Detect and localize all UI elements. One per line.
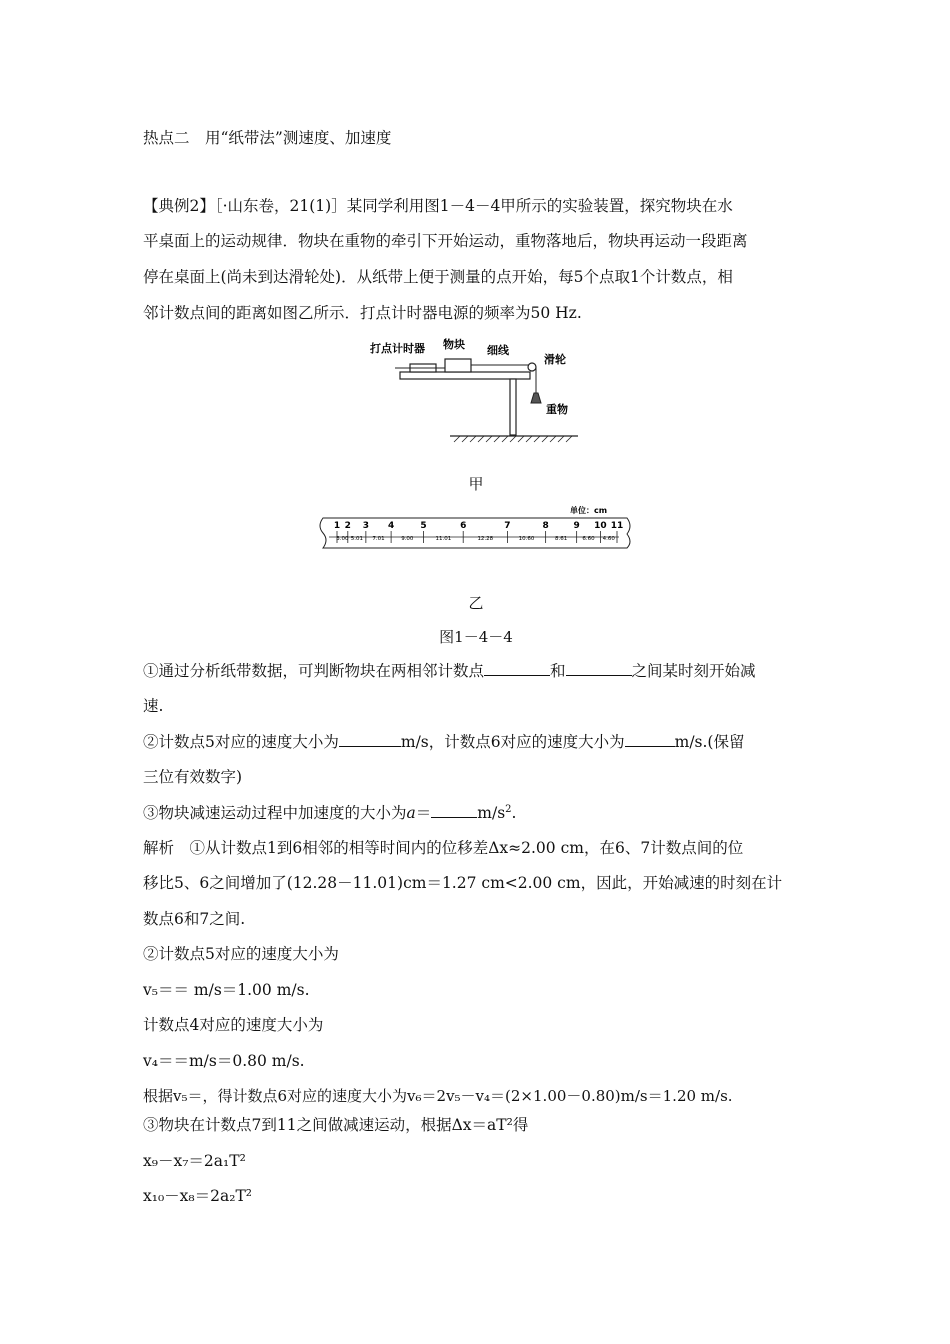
tape-distance-label: 3.00 — [336, 536, 349, 542]
label-pulley: 滑轮 — [544, 353, 566, 366]
tape-point-label: 1 — [333, 521, 341, 531]
section-title: 热点二 用“纸带法”测速度、加速度 — [143, 129, 392, 147]
q1-blank-2[interactable] — [566, 660, 632, 676]
label-timer: 打点计时器 — [370, 342, 425, 355]
tape-distance-label: 4.60 — [602, 536, 615, 542]
analysis-line-7: v₄＝＝m/s＝0.80 m/s. — [143, 1052, 305, 1070]
q2-blank-2[interactable] — [625, 731, 675, 747]
q3-blank[interactable] — [431, 802, 477, 818]
question-3 — [143, 802, 808, 823]
analysis-line-9: ③物块在计数点7到11之间做减速运动，根据Δx＝aT²得 — [143, 1116, 529, 1134]
analysis-line-3: 数点6和7之间. — [143, 910, 246, 928]
question-2 — [143, 731, 808, 752]
question-1-cont: 速. — [143, 697, 164, 715]
tape-point-label: 9 — [573, 521, 580, 531]
block — [445, 359, 471, 372]
q1-text-b: 和 — [550, 662, 566, 680]
q3-unit-sup: 2 — [505, 803, 512, 815]
tape-point-label: 11 — [610, 521, 624, 531]
label-string: 细线 — [487, 344, 509, 357]
example-line-3: 停在桌面上(尚未到达滑轮处)．从纸带上便于测量的点开始，每5个点取1个计数点，相 — [143, 268, 733, 286]
tape-point-label: 8 — [542, 521, 549, 531]
analysis-line-2: 移比5、6之间增加了(12.28－11.01)cm＝1.27 cm<2.00 cm，因此，开始减速的时刻在计 — [143, 874, 783, 892]
q2-text-b: m/s，计数点6对应的速度大小为 — [400, 733, 625, 751]
pulley — [528, 363, 536, 371]
q3-var: a — [406, 804, 416, 822]
weight — [531, 393, 541, 403]
tape-point-label: 3 — [362, 521, 369, 531]
tape-distance-label: 12.28 — [477, 536, 494, 542]
example-line-4: 邻计数点间的距离如图乙所示．打点计时器电源的频率为50 Hz. — [143, 304, 582, 322]
label-block: 物块 — [443, 338, 465, 351]
caption-a: 甲 — [468, 475, 484, 493]
tape-point-label: 7 — [504, 521, 511, 531]
table-top — [400, 372, 530, 379]
q2-text-c: m/s.(保留 — [674, 733, 745, 751]
analysis-line-10: x₉－x₇＝2a₁T² — [143, 1152, 246, 1170]
example-line-1: 【典例2】［·山东卷，21(1)］某同学利用图1－4－4甲所示的实验装置，探究物块在水 — [143, 197, 733, 215]
tape-point-label: 4 — [387, 521, 395, 531]
tape-point-label: 5 — [420, 521, 427, 531]
question-1 — [143, 660, 808, 681]
tape-distance-label: 8.61 — [555, 536, 568, 542]
analysis-line-6: 计数点4对应的速度大小为 — [143, 1016, 324, 1034]
tape-distance-label: 9.00 — [401, 536, 414, 542]
analysis-line-8: 根据v₅＝，得计数点6对应的速度大小为v₆＝2v₅－v₄＝(2×1.00－0.80)m/s＝1.20 m/s. — [143, 1087, 733, 1105]
ground-hatching — [454, 436, 572, 442]
analysis-line-11: x₁₀－x₈＝2a₂T² — [143, 1187, 252, 1205]
label-weight: 重物 — [546, 403, 568, 416]
tape-distance-label: 11.01 — [435, 536, 452, 542]
tape-point-label: 2 — [344, 521, 351, 531]
q3-text-a: ③物块减速运动过程中加速度的大小为 — [143, 804, 407, 822]
q2-text-a: ②计数点5对应的速度大小为 — [143, 733, 339, 751]
q1-text-a: ①通过分析纸带数据，可判断物块在两相邻计数点 — [143, 662, 485, 680]
apparatus-figure — [370, 335, 580, 445]
q2-blank-1[interactable] — [339, 731, 401, 747]
tape-distance-label: 5.01 — [350, 536, 363, 542]
q3-unit: m/s — [477, 804, 506, 822]
tape-distance-label: 7.01 — [372, 536, 385, 542]
q1-blank-1[interactable] — [484, 660, 550, 676]
q1-text-c: 之间某时刻开始减 — [631, 662, 756, 680]
caption-b: 乙 — [468, 594, 484, 612]
question-2-cont: 三位有效数字) — [143, 768, 243, 786]
analysis-line-5: v₅＝＝ m/s＝1.00 m/s. — [143, 981, 310, 999]
q3-text-b: ＝ — [415, 804, 432, 822]
tape-unit: 单位：cm — [570, 506, 608, 515]
example-line-2: 平桌面上的运动规律．物块在重物的牵引下开始运动，重物落地后，物块再运动一段距离 — [143, 232, 748, 250]
paper-tape-figure — [315, 502, 635, 552]
tape-point-label: 6 — [460, 521, 467, 531]
analysis-line-4: ②计数点5对应的速度大小为 — [143, 945, 339, 963]
table-leg — [510, 379, 516, 435]
analysis-line-1: 解析 ①从计数点1到6相邻的相等时间内的位移差Δx≈2.00 cm，在6、7计数点间的位 — [143, 839, 744, 857]
tape-distance-label: 10.60 — [518, 536, 535, 542]
figure-caption: 图1－4－4 — [439, 628, 513, 646]
tape-point-label: 10 — [594, 521, 607, 531]
tape-distance-label: 6.60 — [582, 536, 595, 542]
q3-text-d: . — [511, 804, 517, 822]
